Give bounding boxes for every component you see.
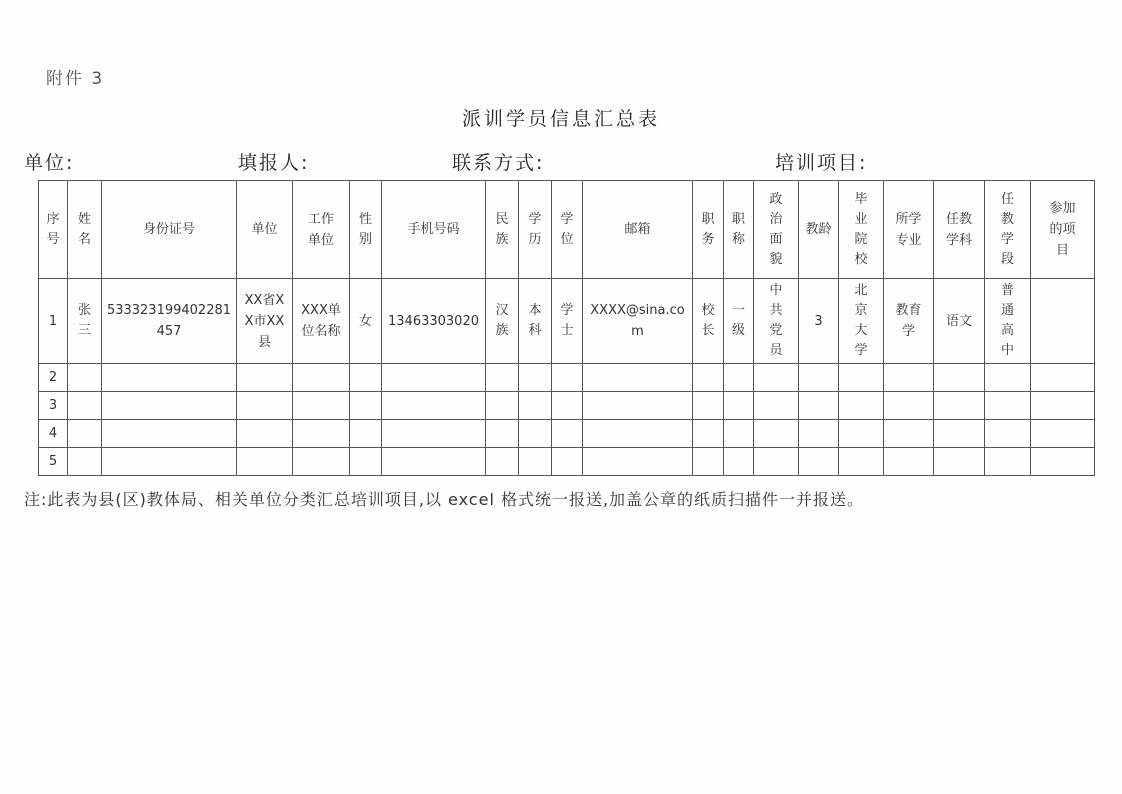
empty-cell <box>724 420 754 448</box>
cell-project <box>1031 279 1095 364</box>
empty-cell <box>350 448 382 476</box>
empty-cell <box>1031 364 1095 392</box>
empty-cell <box>293 364 350 392</box>
empty-cell <box>519 392 552 420</box>
contact-field-label: 联系方式: <box>452 152 545 174</box>
empty-cell <box>985 448 1031 476</box>
empty-cell <box>583 364 693 392</box>
header-email: 邮箱 <box>583 181 693 279</box>
empty-cell <box>237 448 293 476</box>
attachment-label: 附件 3 <box>46 69 105 89</box>
unit-field-label: 单位: <box>24 152 75 174</box>
header-name: 姓名 <box>68 181 102 279</box>
header-gender: 性别 <box>350 181 382 279</box>
cell-professional-title: 一级 <box>724 279 754 364</box>
empty-cell <box>1031 392 1095 420</box>
header-unit: 单位 <box>237 181 293 279</box>
header-row <box>39 181 1095 279</box>
empty-cell <box>350 364 382 392</box>
filler-field-label: 填报人: <box>238 152 310 174</box>
cell-id-number: 533323199402281457 <box>102 279 237 364</box>
empty-cell <box>68 420 102 448</box>
empty-cell <box>1031 448 1095 476</box>
empty-cell <box>724 392 754 420</box>
header-phone: 手机号码 <box>382 181 486 279</box>
cell-major: 教育学 <box>884 279 934 364</box>
table-row <box>39 364 1095 392</box>
cell-phone: 13463303020 <box>382 279 486 364</box>
cell-teaching-years: 3 <box>799 279 839 364</box>
empty-cell <box>237 392 293 420</box>
cell-gender: 女 <box>350 279 382 364</box>
footnote: 注:此表为县(区)教体局、相关单位分类汇总培训项目,以 excel 格式统一报送,加盖公章的纸质扫描件一并报送。 <box>24 490 865 509</box>
empty-cell <box>519 364 552 392</box>
empty-cell <box>693 392 724 420</box>
empty-cell <box>552 420 583 448</box>
empty-cell <box>519 448 552 476</box>
empty-cell <box>293 420 350 448</box>
empty-cell <box>985 364 1031 392</box>
empty-cell <box>934 448 985 476</box>
cell-political-status: 中共党员 <box>754 279 799 364</box>
header-subject: 任教学科 <box>934 181 985 279</box>
empty-cell <box>382 448 486 476</box>
empty-cell <box>799 448 839 476</box>
header-index: 序号 <box>39 181 68 279</box>
empty-cell <box>486 364 519 392</box>
header-ethnicity: 民族 <box>486 181 519 279</box>
empty-cell <box>552 364 583 392</box>
table-row <box>39 279 1095 364</box>
cell-unit: XX省XX市XX县 <box>237 279 293 364</box>
row-index: 2 <box>39 364 68 392</box>
cell-name: 张三 <box>68 279 102 364</box>
empty-cell <box>583 392 693 420</box>
empty-cell <box>552 448 583 476</box>
header-graduate-school: 毕业院校 <box>839 181 884 279</box>
empty-cell <box>754 448 799 476</box>
empty-cell <box>486 392 519 420</box>
empty-cell <box>839 364 884 392</box>
cell-degree: 学士 <box>552 279 583 364</box>
empty-cell <box>693 364 724 392</box>
header-degree: 学位 <box>552 181 583 279</box>
empty-cell <box>799 420 839 448</box>
header-teaching-years: 教龄 <box>799 181 839 279</box>
empty-cell <box>102 420 237 448</box>
empty-cell <box>754 364 799 392</box>
empty-cell <box>754 420 799 448</box>
empty-cell <box>884 420 934 448</box>
empty-cell <box>1031 420 1095 448</box>
empty-cell <box>884 364 934 392</box>
empty-cell <box>350 392 382 420</box>
header-id-number: 身份证号 <box>102 181 237 279</box>
empty-cell <box>102 364 237 392</box>
empty-cell <box>68 448 102 476</box>
header-stage: 任教学段 <box>985 181 1031 279</box>
empty-cell <box>68 392 102 420</box>
empty-cell <box>839 420 884 448</box>
empty-cell <box>486 420 519 448</box>
empty-cell <box>293 448 350 476</box>
empty-cell <box>934 364 985 392</box>
empty-cell <box>934 392 985 420</box>
empty-cell <box>799 392 839 420</box>
row-index: 5 <box>39 448 68 476</box>
row-index: 1 <box>39 279 68 364</box>
cell-education: 本科 <box>519 279 552 364</box>
cell-graduate-school: 北京大学 <box>839 279 884 364</box>
empty-cell <box>382 392 486 420</box>
empty-cell <box>519 420 552 448</box>
empty-cell <box>237 420 293 448</box>
header-position: 职务 <box>693 181 724 279</box>
cell-stage: 普通高中 <box>985 279 1031 364</box>
cell-work-unit: XXX单位名称 <box>293 279 350 364</box>
empty-cell <box>693 420 724 448</box>
empty-cell <box>934 420 985 448</box>
form-title: 派训学员信息汇总表 <box>461 108 660 130</box>
row-index: 4 <box>39 420 68 448</box>
empty-cell <box>382 420 486 448</box>
project-field-label: 培训项目: <box>775 152 868 174</box>
empty-cell <box>985 392 1031 420</box>
cell-ethnicity: 汉族 <box>486 279 519 364</box>
cell-email: XXXX@sina.com <box>583 279 693 364</box>
empty-cell <box>382 364 486 392</box>
header-education: 学历 <box>519 181 552 279</box>
empty-cell <box>799 364 839 392</box>
empty-cell <box>583 448 693 476</box>
empty-cell <box>293 392 350 420</box>
empty-cell <box>985 420 1031 448</box>
empty-cell <box>884 448 934 476</box>
empty-cell <box>486 448 519 476</box>
header-major: 所学专业 <box>884 181 934 279</box>
table-row <box>39 448 1095 476</box>
table-row <box>39 392 1095 420</box>
empty-cell <box>884 392 934 420</box>
empty-cell <box>724 448 754 476</box>
empty-cell <box>754 392 799 420</box>
cell-subject: 语文 <box>934 279 985 364</box>
header-professional-title: 职称 <box>724 181 754 279</box>
trainee-info-table <box>38 180 1095 476</box>
header-work-unit: 工作单位 <box>293 181 350 279</box>
empty-cell <box>350 420 382 448</box>
empty-cell <box>237 364 293 392</box>
header-political-status: 政治面貌 <box>754 181 799 279</box>
empty-cell <box>693 448 724 476</box>
cell-position: 校长 <box>693 279 724 364</box>
empty-cell <box>552 392 583 420</box>
header-project: 参加的项目 <box>1031 181 1095 279</box>
row-index: 3 <box>39 392 68 420</box>
empty-cell <box>583 420 693 448</box>
empty-cell <box>839 392 884 420</box>
empty-cell <box>102 392 237 420</box>
empty-cell <box>68 364 102 392</box>
empty-cell <box>102 448 237 476</box>
empty-cell <box>724 364 754 392</box>
table-row <box>39 420 1095 448</box>
empty-cell <box>839 448 884 476</box>
